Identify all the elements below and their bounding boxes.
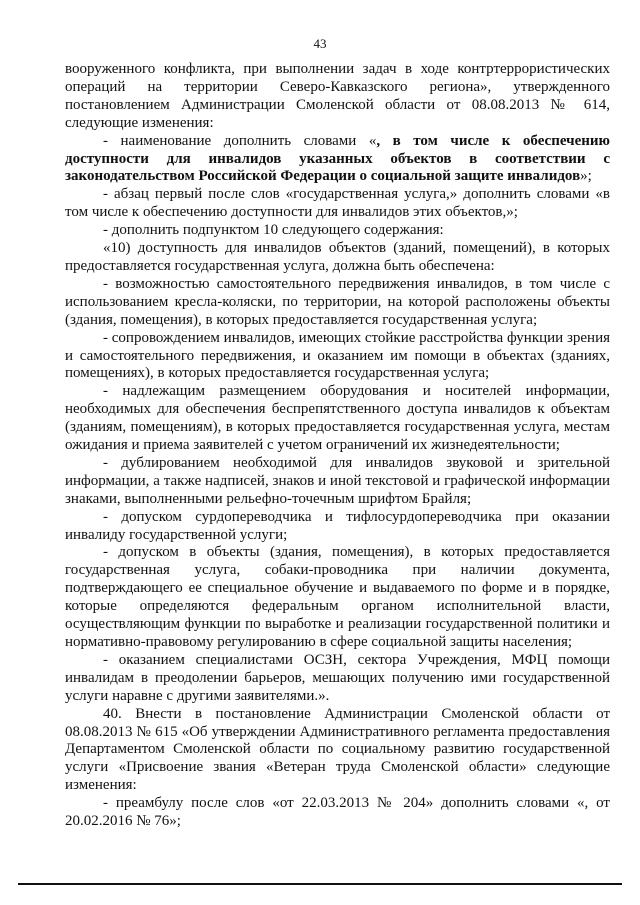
text-line: «10) доступность для инвалидов объектов (зданий, помещений), в которых xyxy=(103,240,610,257)
text-line: (зданиям, помещениям), в которых предоставляется государственная услуга, местам xyxy=(65,419,610,436)
text-line: и самостоятельного передвижения, и оказанием им помощи в объектах (зданиях, xyxy=(65,347,610,364)
text-line: изменения: xyxy=(65,777,137,794)
text-line: - допуском сурдопереводчика и тифлосурдопереводчика при оказании xyxy=(103,508,610,525)
text-line: (здания, помещения), в которых предоставляется государственная услуга; xyxy=(65,311,538,328)
text-line: необходимых для обеспечения беспрепятственного доступа инвалидов к объектам xyxy=(65,401,610,418)
text-line: - преамбулу после слов «от 22.03.2013 № 204» дополнить словами «, от xyxy=(103,795,610,812)
bottom-rule xyxy=(18,883,622,885)
text-span: - наименование дополнить словами « xyxy=(103,132,377,149)
text-line: операций на территории Северо-Кавказского региона», утвержденного xyxy=(65,78,610,95)
page-number: 43 xyxy=(313,36,327,51)
text-line: - оказанием специалистами ОСЗН, сектора Учреждения, МФЦ помощи xyxy=(103,651,610,668)
text-line: 08.08.2013 № 615 «Об утверждении Административного регламента предоставления xyxy=(65,723,610,740)
text-line: Департаментом Смоленской области по социальному развитию государственной xyxy=(65,741,610,758)
text-line: - сопровождением инвалидов, имеющих стойкие расстройства функции зрения xyxy=(103,329,610,346)
bold-text: доступности для инвалидов указанных объектов в соответствии с xyxy=(65,150,610,167)
text-line: государственная услуга, собаки-проводника при наличии документа, xyxy=(65,562,610,579)
text-line: ожидания и приема заявителей с учетом ограничений их жизнедеятельности; xyxy=(65,437,560,454)
text-line: 20.02.2016 № 76»; xyxy=(65,813,181,830)
text-line: - дополнить подпунктом 10 следующего содержания: xyxy=(103,222,444,239)
bold-text: , в том числе к обеспечению xyxy=(376,132,610,149)
text-line: - допуском в объекты (здания, помещения), в которых предоставляется xyxy=(103,544,610,561)
text-line: - возможностью самостоятельного передвижения инвалидов, в том числе с xyxy=(103,275,610,292)
document-body xyxy=(65,61,610,831)
text-line: услуги «Присвоение звания «Ветеран труда Смоленской области» следующие xyxy=(65,759,610,776)
text-line: осуществляющим функции по выработке и реализации государственной политики и xyxy=(65,616,610,633)
text-line: предоставляется государственная услуга, должна быть обеспечена: xyxy=(65,257,495,274)
text-line: использованием кресла-коляски, по территории, на которой расположены объекты xyxy=(65,293,610,310)
text-line: том числе к обеспечению доступности для инвалидов этих объектов,»; xyxy=(65,204,518,221)
text-span: »; xyxy=(580,168,592,185)
text-line: постановлением Администрации Смоленской области от 08.08.2013 № 614, xyxy=(65,96,610,113)
text-line: подтверждающего ее специальное обучение и выдаваемого по форме и в порядке, xyxy=(65,580,610,597)
text-line: - абзац первый после слов «государственная услуга,» дополнить словами «в xyxy=(103,186,610,203)
text-line: - дублированием необходимой для инвалидов звуковой и зрительной xyxy=(103,454,610,471)
text-line: - надлежащим размещением оборудования и носителей информации, xyxy=(103,383,610,400)
text-line: инвалиду государственной услуги; xyxy=(65,526,288,543)
text-line xyxy=(65,168,610,186)
text-line xyxy=(65,133,610,151)
text-line: инвалидам в преодолении барьеров, мешающих получению ими государственной xyxy=(65,669,610,686)
bold-text: законодательством Российской Федерации о социальной защите инвалидов xyxy=(65,168,581,185)
text-line: которые определяются федеральным органом исполнительной власти, xyxy=(65,598,610,615)
text-line: 40. Внести в постановление Администрации Смоленской области от xyxy=(103,705,610,722)
text-line xyxy=(65,151,610,169)
text-line: нормативно-правовому регулированию в сфере социальной защиты населения; xyxy=(65,634,573,650)
text-line: услуги наравне с другими заявителями.». xyxy=(65,687,330,704)
text-line: следующие изменения: xyxy=(65,114,214,131)
text-line: вооруженного конфликта, при выполнении задач в ходе контртеррористических xyxy=(65,61,610,77)
text-line: знаками, выполненными рельефно-точечным шрифтом Брайля; xyxy=(65,490,472,507)
text-line: помещениях), в которых предоставляется государственная услуга; xyxy=(65,365,490,382)
text-line: информации, а также надписей, знаков и иной текстовой и графической информации xyxy=(65,472,610,489)
